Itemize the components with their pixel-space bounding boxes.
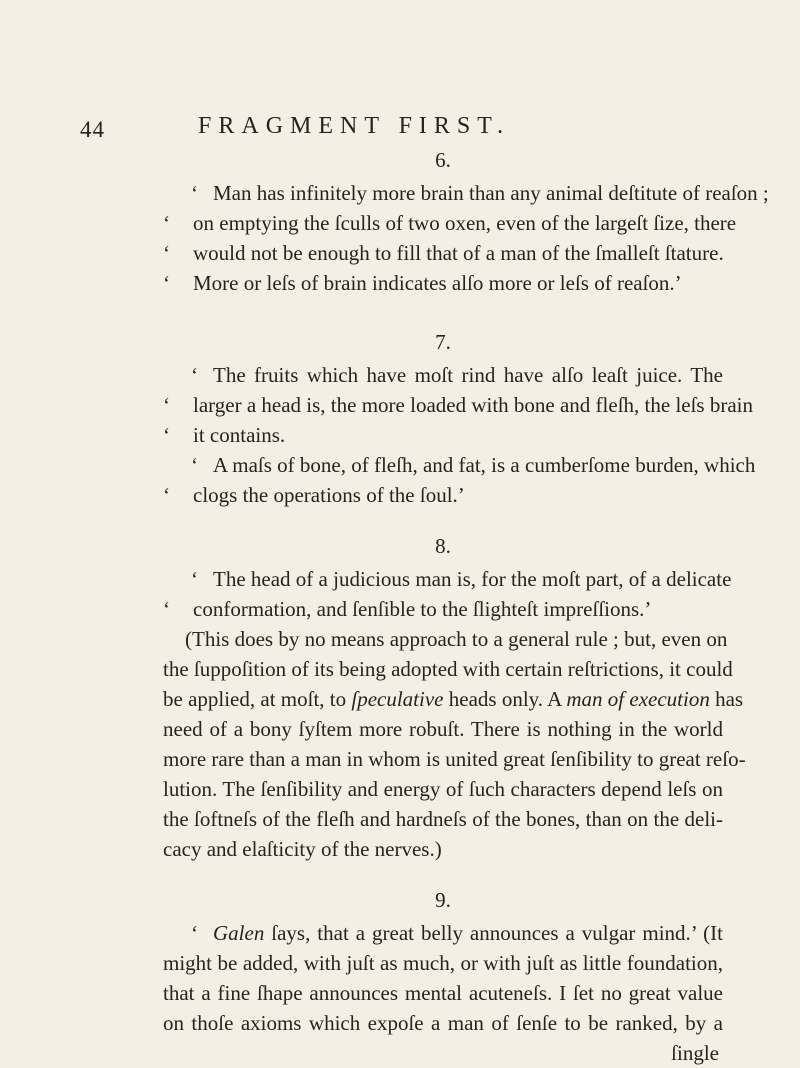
- text-line: might be added, with juſt as much, or with juſt as little foundation,: [163, 951, 723, 975]
- text-line: ‘ Man has infinitely more brain than any animal deſtitute of reaſon ;: [163, 178, 723, 208]
- page-header: [80, 113, 720, 143]
- paragraph: [163, 450, 756, 510]
- text-line: (This does by no means approach to a general rule ; but, even on: [185, 627, 728, 651]
- section-number: 8.: [435, 534, 451, 558]
- quote-mark: ‘: [163, 241, 170, 265]
- section-8: [163, 532, 746, 864]
- text-line: ſingle: [671, 1041, 719, 1065]
- quote-mark: ‘: [191, 363, 198, 387]
- quote-mark: ‘: [163, 483, 170, 507]
- body-text: [163, 146, 769, 1068]
- text-line: ‘ conformation, and ſenſible to the ſlighteſt impreſſions.’: [163, 594, 723, 624]
- text-line: ‘ clogs the operations of the ſoul.’: [163, 480, 723, 510]
- running-title: FRAGMENT FIRST.: [198, 113, 511, 139]
- text-line: ‘ larger a head is, the more loaded with bone and fleſh, the leſs brain: [163, 390, 723, 420]
- section-6: [163, 146, 769, 298]
- text-line: need of a bony ſyſtem more robuſt. There is nothing in the world: [163, 717, 723, 741]
- quote-mark: ‘: [163, 423, 170, 447]
- paragraph: [163, 564, 732, 624]
- quote-mark: ‘: [163, 271, 170, 295]
- text-line: ‘ More or leſs of brain indicates alſo more or leſs of reaſon.’: [163, 268, 723, 298]
- section-number: 6.: [435, 148, 451, 172]
- text-line: lution. The ſenſibility and energy of ſuch characters depend leſs on: [163, 777, 723, 801]
- text-line: ‘ The head of a judicious man is, for the moſt part, of a delicate: [163, 564, 723, 594]
- quote-mark: ‘: [163, 597, 170, 621]
- page-number: 44: [80, 117, 105, 142]
- paragraph: [163, 918, 723, 1068]
- text-line: ‘ The fruits which have moſt rind have alſo leaſt juice. The: [163, 360, 723, 390]
- text-line: the ſoftneſs of the fleſh and hardneſs of the bones, than on the deli-: [163, 807, 723, 831]
- quote-mark: ‘: [163, 393, 170, 417]
- paragraph: [163, 360, 754, 450]
- text-line: on thoſe axioms which expoſe a man of ſenſe to be ranked, by a: [163, 1011, 723, 1035]
- text-line: that a fine ſhape announces mental acuteneſs. I ſet no great value: [163, 981, 723, 1005]
- text-line: ‘ A maſs of bone, of fleſh, and fat, is a cumberſome burden, which: [163, 450, 723, 480]
- section-number: 7.: [435, 330, 451, 354]
- text-line: cacy and elaſticity of the nerves.): [163, 837, 442, 861]
- text-line: be applied, at moſt, to ſpeculative heads only. A man of execution has: [163, 687, 744, 711]
- quote-mark: ‘: [191, 453, 198, 477]
- section-7: [163, 328, 756, 510]
- text-line: ‘ it contains.: [163, 420, 723, 450]
- quote-mark: ‘: [163, 211, 170, 235]
- quote-mark: ‘: [191, 567, 198, 591]
- paragraph: [163, 624, 746, 864]
- text-line: ‘ Galen ſays, that a great belly announces a vulgar mind.’ (It: [163, 918, 723, 948]
- paragraph: [163, 178, 769, 298]
- section-9: [163, 886, 723, 1068]
- text-line: more rare than a man in whom is united great ſenſibility to great reſo-: [163, 747, 746, 771]
- text-line: the ſuppoſition of its being adopted with certain reſtrictions, it could: [163, 657, 733, 681]
- section-number: 9.: [435, 888, 451, 912]
- text-line: ‘ would not be enough to fill that of a man of the ſmalleſt ſtature.: [163, 238, 723, 268]
- quote-mark: ‘: [191, 181, 198, 205]
- quote-mark: ‘: [191, 921, 198, 945]
- text-line: ‘ on emptying the ſculls of two oxen, even of the largeſt ſize, there: [163, 208, 723, 238]
